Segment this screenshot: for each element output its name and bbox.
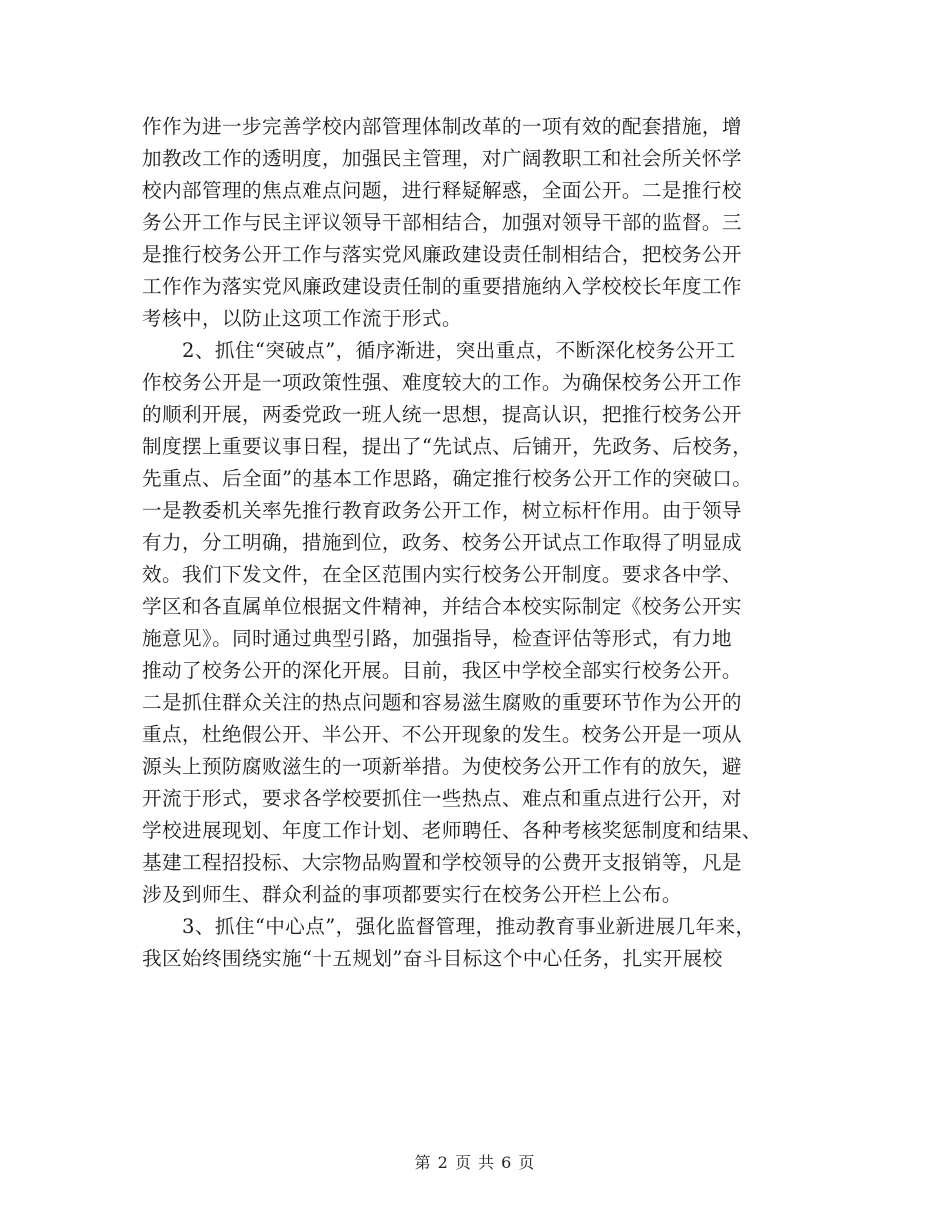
text-line: 重点，杜绝假公开、半公开、不公开现象的发生。校务公开是一项从 bbox=[142, 723, 742, 746]
text-line: 施意见》。同时通过典型引路，加强指导，检查评估等形式，有力地 bbox=[142, 627, 733, 650]
text-line: 校内部管理的焦点难点问题，进行释疑解惑，全面公开。二是推行校 bbox=[142, 179, 742, 202]
text-line: 作作为进一步完善学校内部管理体制改革的一项有效的配套措施，增 bbox=[142, 115, 742, 138]
text-line: 作校务公开是一项政策性强、难度较大的工作。为确保校务公开工作 bbox=[142, 371, 742, 394]
text-line: 学区和各直属单位根据文件精神，并结合本校实际制定《校务公开实 bbox=[142, 595, 742, 618]
text-line: 基建工程招投标、大宗物品购置和学校领导的公费开支报销等，凡是 bbox=[142, 851, 742, 874]
text-line: 我区始终围绕实施“十五规划”奋斗目标这个中心任务，扎实开展校 bbox=[142, 947, 723, 970]
text-line: 2、抓住“突破点”，循序渐进，突出重点，不断深化校务公开工 bbox=[142, 339, 736, 362]
body-text bbox=[142, 111, 822, 975]
text-line: 是推行校务公开工作与落实党风廉政建设责任制相结合，把校务公开 bbox=[142, 243, 742, 266]
text-line: 效。我们下发文件，在全区范围内实行校务公开制度。要求各中学、 bbox=[142, 563, 742, 586]
page-number-footer: 第 2 页 共 6 页 bbox=[414, 1153, 536, 1172]
text-line: 推动了校务公开的深化开展。目前，我区中学校全部实行校务公开。 bbox=[142, 659, 742, 682]
text-line: 的顺利开展，两委党政一班人统一思想，提高认识，把推行校务公开 bbox=[142, 403, 742, 426]
text-line: 一是教委机关率先推行教育政务公开工作，树立标杆作用。由于领导 bbox=[142, 499, 742, 522]
text-line: 工作作为落实党风廉政建设责任制的重要措施纳入学校校长年度工作 bbox=[142, 275, 742, 298]
text-line: 务公开工作与民主评议领导干部相结合，加强对领导干部的监督。三 bbox=[142, 211, 742, 234]
text-line: 制度摆上重要议事日程，提出了“先试点、后铺开，先政务、后校务， bbox=[142, 435, 753, 458]
text-line: 源头上预防腐败滋生的一项新举措。为使校务公开工作有的放矢，避 bbox=[142, 755, 742, 778]
text-line: 学校进展现划、年度工作计划、老师聘任、各种考核奖惩制度和结果、 bbox=[142, 819, 762, 842]
text-line: 有力，分工明确，措施到位，政务、校务公开试点工作取得了明显成 bbox=[142, 531, 742, 554]
text-line: 考核中，以防止这项工作流于形式。 bbox=[142, 307, 462, 330]
text-line: 加教改工作的透明度，加强民主管理，对广阔教职工和社会所关怀学 bbox=[142, 147, 742, 170]
text-line: 涉及到师生、群众利益的事项都要实行在校务公开栏上公布。 bbox=[142, 883, 682, 906]
text-line: 开流于形式，要求各学校要抓住一些热点、难点和重点进行公开，对 bbox=[142, 787, 742, 810]
text-line: 二是抓住群众关注的热点问题和容易滋生腐败的重要环节作为公开的 bbox=[142, 691, 742, 714]
text-line: 3、抓住“中心点”，强化监督管理，推动教育事业新进展几年来， bbox=[142, 915, 756, 938]
text-line: 先重点、后全面”的基本工作思路，确定推行校务公开工作的突破口。 bbox=[142, 467, 753, 490]
